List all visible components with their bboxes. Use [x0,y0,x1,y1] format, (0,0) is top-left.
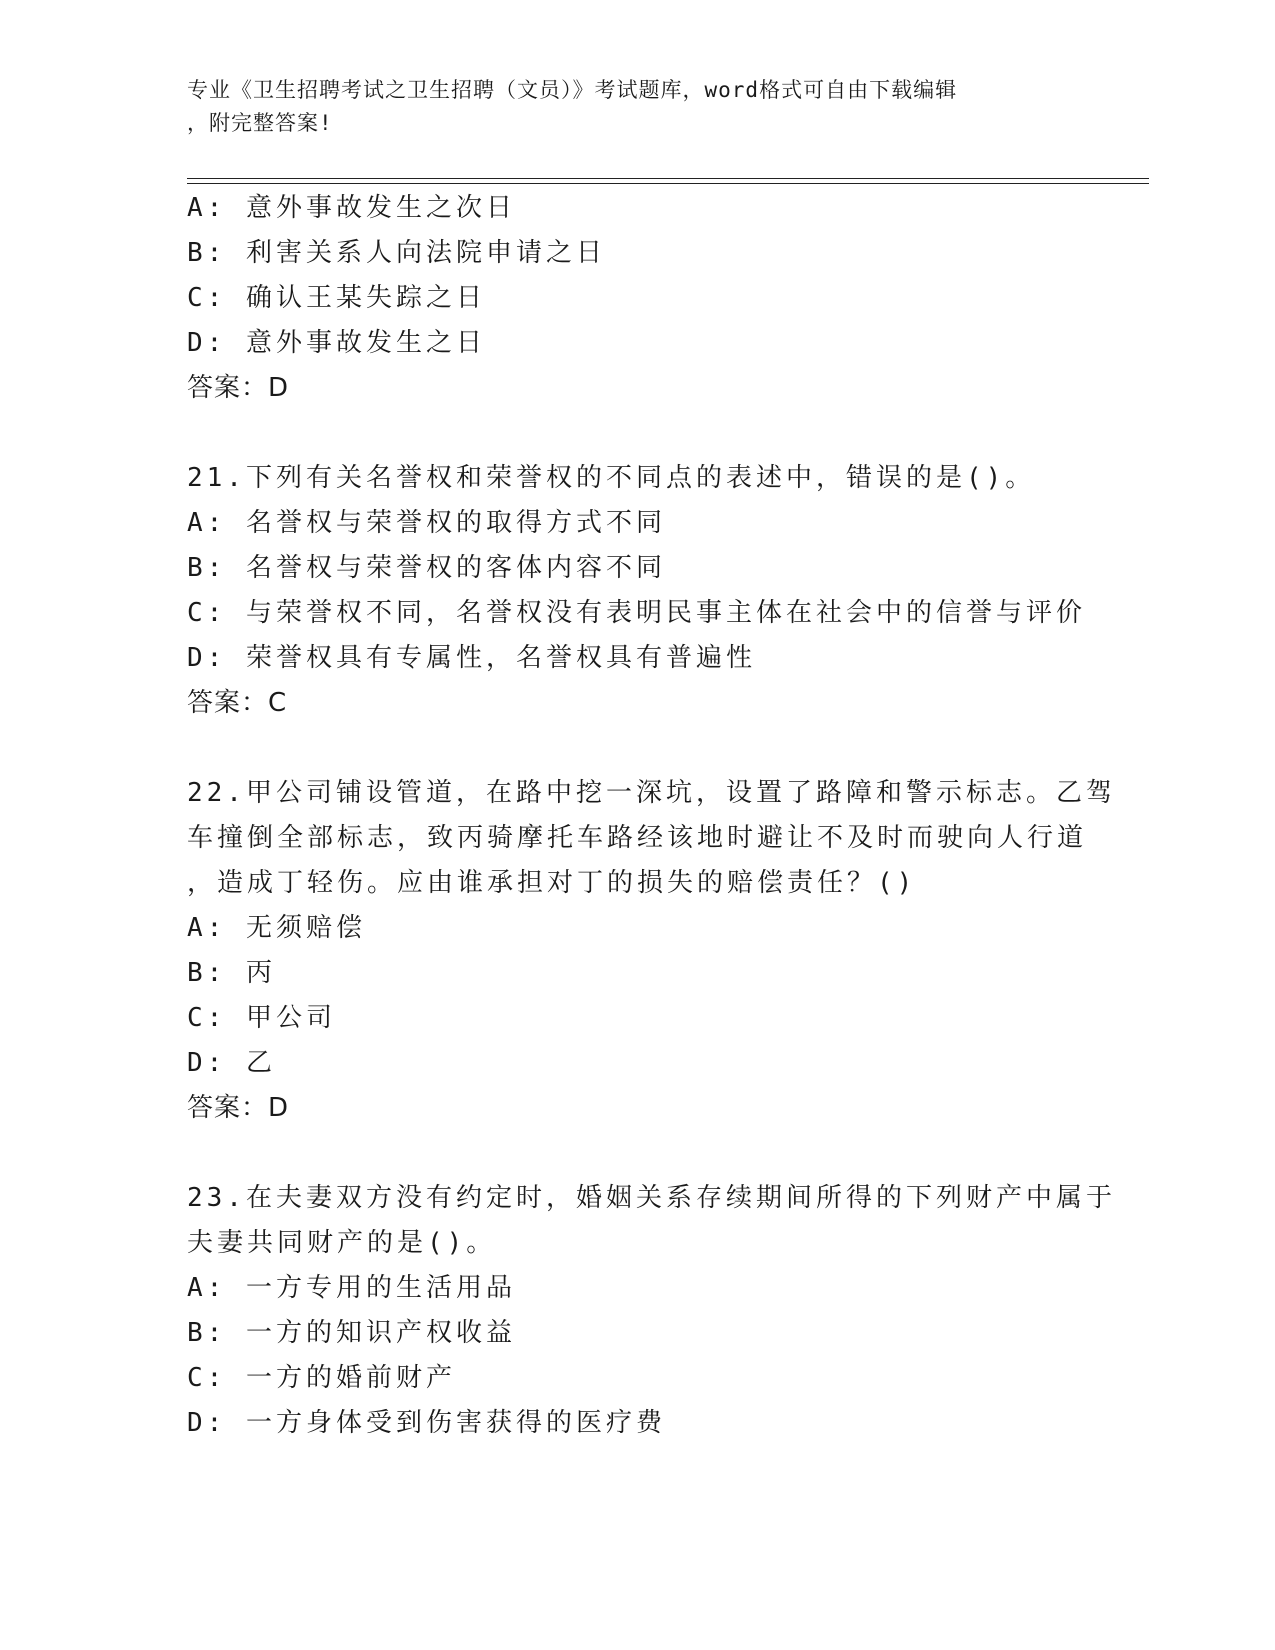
q22-stem-line-1: 22.甲公司铺设管道，在路中挖一深坑，设置了路障和警示标志。乙驾 [187,778,1116,808]
q21-option-c: C: 与荣誉权不同，名誉权没有表明民事主体在社会中的信誉与评价 [187,598,1086,628]
q23-stem-line-2: 夫妻共同财产的是()。 [187,1228,497,1258]
q23-option-c: C: 一方的婚前财产 [187,1363,456,1393]
q23-stem-line-1: 23.在夫妻双方没有约定时，婚姻关系存续期间所得的下列财产中属于 [187,1183,1116,1213]
q20-option-a: A: 意外事故发生之次日 [187,193,516,223]
q23-option-d: D: 一方身体受到伤害获得的医疗费 [187,1408,666,1438]
q21-answer: 答案：C [187,688,288,718]
document-header [187,74,1087,140]
q22-option-a: A: 无须赔偿 [187,913,366,943]
q23-option-b: B: 一方的知识产权收益 [187,1318,516,1348]
q21-option-a: A: 名誉权与荣誉权的取得方式不同 [187,508,666,538]
q22-option-b: B: 丙 [187,958,276,988]
q22-option-d: D: 乙 [187,1048,276,1078]
q22-answer: 答案：D [187,1093,290,1123]
header-line-1: 专业《卫生招聘考试之卫生招聘（文员）》考试题库，word格式可自由下载编辑 [187,78,958,102]
q22-stem-line-3: ，造成丁轻伤。应由谁承担对丁的损失的赔偿责任？() [187,868,917,898]
q20-option-b: B: 利害关系人向法院申请之日 [187,238,606,268]
header-line-2: ，附完整答案! [187,111,333,135]
q23-option-a: A: 一方专用的生活用品 [187,1273,516,1303]
q20-option-c: C: 确认王某失踪之日 [187,283,486,313]
header-rule-bottom [187,183,1149,184]
q22-stem-line-2: 车撞倒全部标志，致丙骑摩托车路经该地时避让不及时而驶向人行道 [187,823,1088,853]
q20-answer: 答案：D [187,373,290,403]
q20-option-d: D: 意外事故发生之日 [187,328,486,358]
q21-option-b: B: 名誉权与荣誉权的客体内容不同 [187,553,666,583]
q21-stem-line-1: 21.下列有关名誉权和荣誉权的不同点的表述中，错误的是()。 [187,463,1036,493]
q21-option-d: D: 荣誉权具有专属性，名誉权具有普遍性 [187,643,756,673]
q22-option-c: C: 甲公司 [187,1003,336,1033]
header-rule-top [187,178,1149,179]
